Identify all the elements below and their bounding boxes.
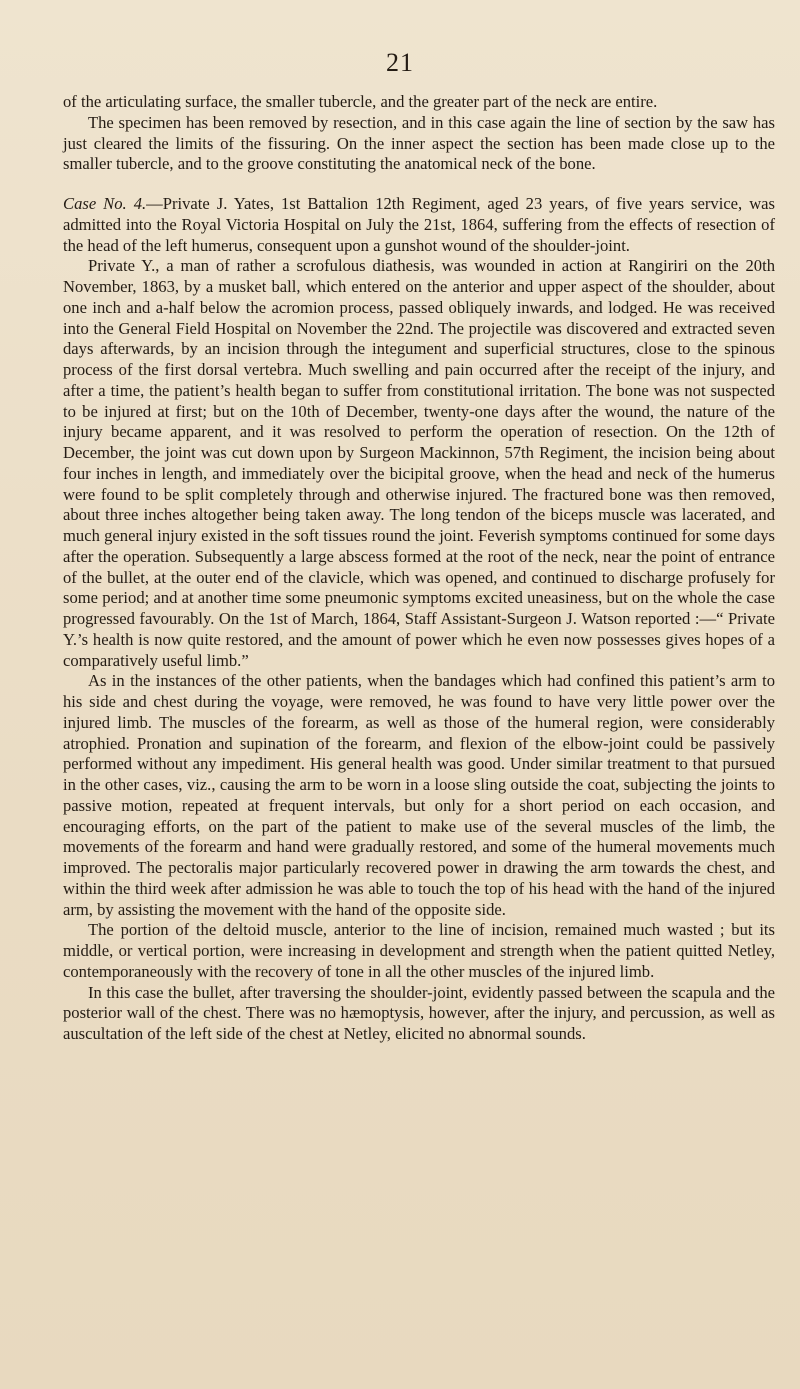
paragraph-history: Private Y., a man of rather a scrofulous diathesis, was wounded in action at Rangiriri on the 20th November, 1863, by a musket ball, which entered on the anterior and upper aspect of the shoulder, about one inch and a-half below the acromion process, passed obliquely inwards, and lodged. He was received into the General Field Hospital on November the 22nd. The projectile was discovered and extracted seven days afterwards, by an incision through the integument and superficial structures, close to the spinous process of the first dorsal vertebra. Much swelling and pain occurred after the receipt of the injury, and after a time, the patient’s health began to suffer from constitutional irritation. The bone was not suspected to be injured at first; but on the 10th of December, twenty-one days after the wound, the nature of the injury became apparent, and it was resolved to perform the operation of resection. On the 12th of December, the joint was cut down upon by Surgeon Mackinnon, 57th Regiment, the incision being about four inches in length, and immediately over the bicipital groove, when the head and neck of the humerus were found to be split completely through and otherwise injured. The fractured bone was then removed, about three inches altogether being taken away. The long tendon of the biceps muscle was lacerated, and much general injury existed in the soft tissues round the joint. Feverish symptoms continued for some days after the operation. Subsequently a large abscess formed at the root of the neck, near the point of entrance of the bullet, at the outer end of the clavicle, which was opened, and continued to discharge profusely for some period; and at another time some pneumonic symptoms excited uneasiness, but on the whole the case progressed favourably. On the 1st of March, 1864, Staff Assistant-Surgeon J. Watson reported :—“ Private Y.’s health is now quite restored, and the amount of power which he even now possesses gives hopes of a comparatively useful limb.” (63, 256, 775, 670)
case-intro-text: —Private J. Yates, 1st Battalion 12th Regiment, aged 23 years, of five years service, was admitted into the Royal Victoria Hospital on July the 21st, 1864, suffering from the effects of resection of the head of the left humerus, consequent upon a gunshot wound of the shoulder-joint. (63, 194, 775, 255)
paragraph-continuation: of the articulating surface, the smaller tubercle, and the greater part of the neck are entire. (63, 92, 658, 111)
paragraph-bullet: In this case the bullet, after traversing the shoulder-joint, evidently passed between the scapula and the posterior wall of the chest. There was no hæmoptysis, however, after the injury, and percussion, as well as auscultation of the left side of the chest at Netley, elicited no abnormal sounds. (63, 982, 775, 1043)
page-number: 21 (386, 48, 414, 77)
paragraph-case-intro (63, 194, 775, 256)
paragraph-specimen: The specimen has been removed by resection, and in this case again the line of section by the saw has just cleared the limits of the fissuring. On the inner aspect the section has been made close up to the smaller tubercle, and to the groove constituting the anatomical neck of the bone. (63, 112, 775, 174)
paragraph-deltoid: The portion of the deltoid muscle, anterior to the line of incision, remained much wasted ; but its middle, or vertical portion, were increasing in development and strength when the patient quitted Netley, contemporaneously with the recovery of tone in all the other muscles of the injured limb. (63, 920, 775, 981)
paragraph-treatment: As in the instances of the other patients, when the bandages which had confined this patient’s arm to his side and chest during the voyage, were removed, he was found to have very little power over the injured limb. The muscles of the forearm, as well as those of the humeral region, were considerably atrophied. Pronation and supination of the forearm, and flexion of the elbow-joint could be passively performed without any impediment. His general health was good. Under similar treatment to that pursued in the other cases, viz., causing the arm to be worn in a loose sling outside the coat, subjecting the joints to passive motion, repeated at frequent intervals, but only for a short period on each occasion, and encouraging efforts, on the part of the patient to make use of the several muscles of the limb, the movements of the forearm and hand were gradually restored, and some of the humeral movements much improved. The pectoralis major particularly recovered power in drawing the arm towards the chest, and within the third week after admission he was able to touch the top of his head with the hand of the injured arm, by assisting the movement with the hand of the opposite side. (63, 671, 775, 919)
body-text (63, 92, 775, 1045)
case-label: Case No. 4. (63, 194, 147, 213)
